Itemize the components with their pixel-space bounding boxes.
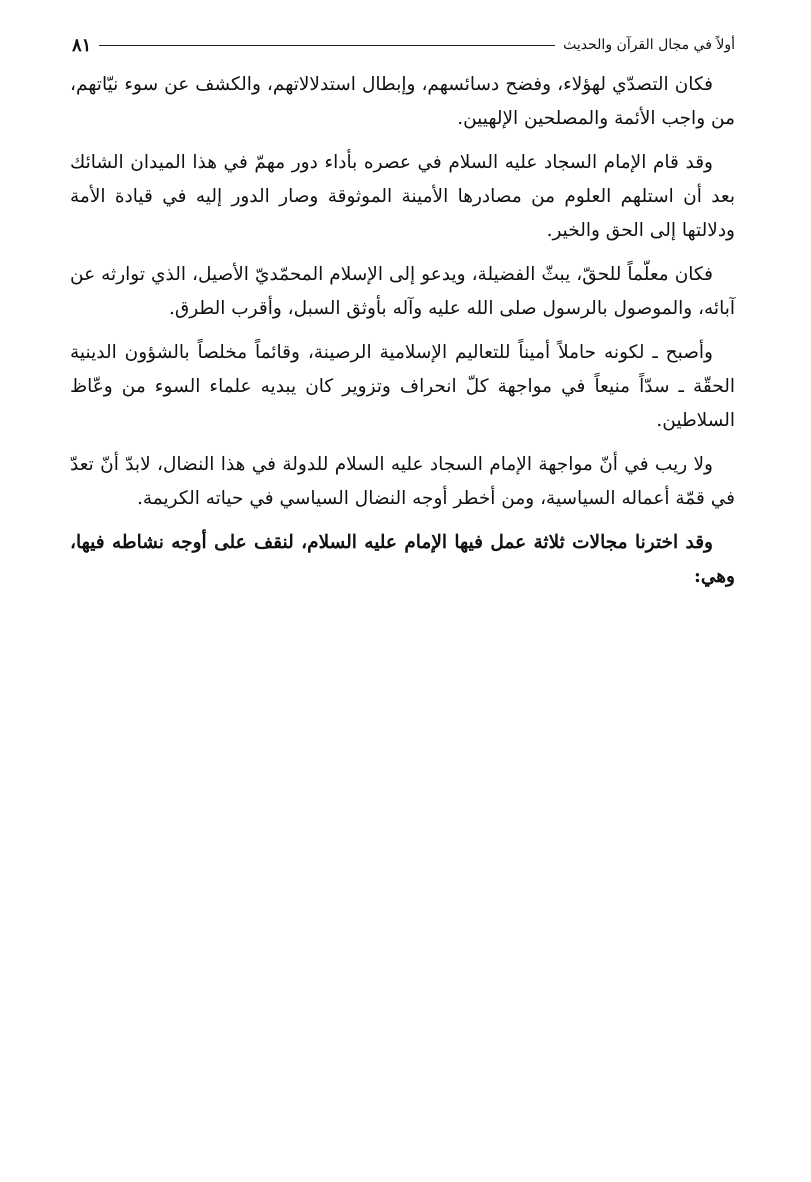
paragraph-bold: وقد اخترنا مجالات ثلاثة عمل فيها الإمام عليه السلام، لنقف على أوجه نشاطه فيها، وهي: — [70, 532, 735, 587]
running-header — [70, 30, 735, 60]
paragraph: ولا ريب في أنّ مواجهة الإمام السجاد عليه السلام للدولة في هذا النضال، لابدّ أنّ تعدّ في قمّة أعماله السياسية، ومن أخطر أوجه النضال السياسي في حياته الكريمة. — [70, 454, 735, 509]
paragraph: فكان معلّماً للحقّ، يبثّ الفضيلة، ويدعو إلى الإسلام المحمّديّ الأصيل، الذي توارثه عن آبائه، والموصول بالرسول صلى الله عليه وآله بأوثق السبل، وأقرب الطرق. — [70, 264, 735, 319]
page-number: ٨١ — [72, 34, 92, 56]
book-page — [70, 30, 735, 604]
paragraph: وأصبح ـ لكونه حاملاً أميناً للتعاليم الإسلامية الرصينة، وقائماً مخلصاً بالشؤون الدينية الحقّة ـ سدّاً منيعاً في مواجهة كلّ انحراف وتزوير كان يبديه علماء السوء من وعّاظ السلاطين. — [70, 342, 735, 431]
paragraph: وقد قام الإمام السجاد عليه السلام في عصره بأداء دور مهمّ في هذا الميدان الشائك بعد أن استلهم العلوم من مصادرها الأمينة الموثوقة وصار الدور إليه في قيادة الأمة ودلالتها إلى الحق والخير. — [70, 152, 735, 241]
body-text — [70, 68, 735, 594]
running-header-title: أولاً في مجال القرآن والحديث — [563, 37, 735, 53]
paragraph: فكان التصدّي لهؤلاء، وفضح دسائسهم، وإبطال استدلالاتهم، والكشف عن سوء نيّاتهم، من واجب الأئمة والمصلحين الإلهيين. — [70, 74, 735, 129]
header-rule — [99, 45, 555, 46]
